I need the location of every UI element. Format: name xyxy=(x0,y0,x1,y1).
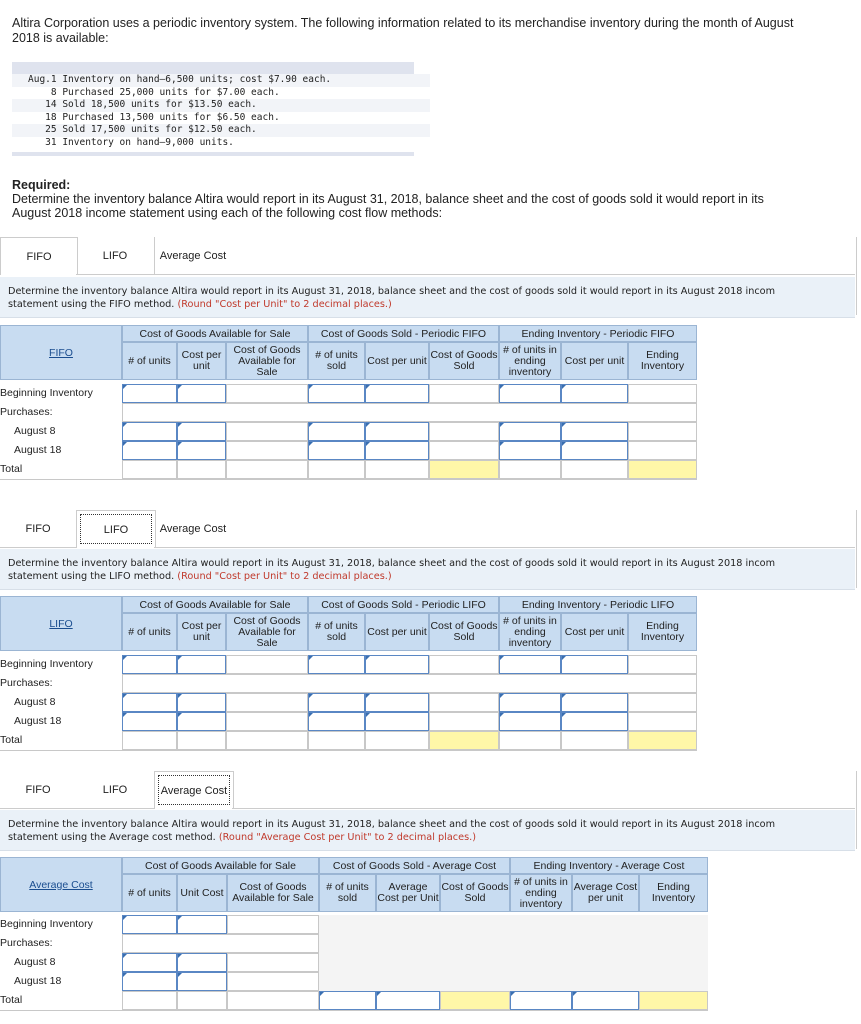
row-label: Purchases: xyxy=(0,677,53,689)
value-cell xyxy=(226,441,308,460)
units-input[interactable] xyxy=(122,915,177,934)
tab-divider xyxy=(76,274,855,275)
row-label: Beginning Inventory xyxy=(0,387,93,399)
row-label: August 18 xyxy=(14,715,62,727)
col-header: Cost per unit xyxy=(177,613,226,651)
cost-input[interactable] xyxy=(177,422,226,441)
value-cell xyxy=(227,972,319,991)
cost-input[interactable] xyxy=(561,441,628,460)
value-cell xyxy=(429,422,499,441)
total-cell xyxy=(177,991,227,1010)
col-header: Cost of Goods Sold xyxy=(429,342,499,380)
tab-divider xyxy=(154,547,855,548)
cost-input[interactable] xyxy=(177,655,226,674)
tab-lifo[interactable]: LIFO xyxy=(76,237,155,274)
units-input[interactable] xyxy=(122,384,177,403)
instruction-text: Determine the inventory balance Altira would report in its August 31, 2018, balance sheet and the cost of goods sold it would report in its August 2018 incom xyxy=(8,286,776,297)
group-header-available: Cost of Goods Available for Sale xyxy=(122,857,319,874)
instruction-text: Determine the inventory balance Altira would report in its August 31, 2018, balance sheet and the cost of goods sold it would report in its August 2018 incom xyxy=(8,558,776,569)
transaction-line: Aug.1 Inventory on hand—6,500 units; cost $7.90 each. xyxy=(12,74,430,87)
row-label: August 8 xyxy=(14,425,56,437)
col-header: Ending Inventory xyxy=(628,342,697,380)
col-header: Cost per unit xyxy=(561,613,628,651)
cost-input[interactable] xyxy=(561,422,628,441)
code-bottom-bar xyxy=(12,152,414,156)
col-header: Cost per unit xyxy=(365,342,429,380)
method-tabs xyxy=(0,510,861,548)
row-label: August 8 xyxy=(14,696,56,708)
total-cell xyxy=(122,731,177,750)
blank-row xyxy=(122,403,697,422)
units-ending-input[interactable] xyxy=(499,384,561,403)
total-cell xyxy=(226,731,308,750)
units-sold-input[interactable] xyxy=(308,693,365,712)
transaction-line: 14 Sold 18,500 units for $13.50 each. xyxy=(12,99,430,112)
value-cell xyxy=(429,693,499,712)
cost-input[interactable] xyxy=(177,384,226,403)
total-cell xyxy=(561,460,628,479)
cost-input[interactable] xyxy=(177,693,226,712)
table-corner-label: LIFO xyxy=(0,596,122,651)
total-cell xyxy=(499,731,561,750)
ending-total-cell xyxy=(628,460,697,479)
group-header-available: Cost of Goods Available for Sale xyxy=(122,596,308,613)
value-cell xyxy=(628,422,697,441)
value-cell xyxy=(429,441,499,460)
cost-input[interactable] xyxy=(365,655,429,674)
col-header: Cost per unit xyxy=(177,342,226,380)
cogs-total-cell xyxy=(440,991,510,1010)
units-input[interactable] xyxy=(122,693,177,712)
col-header: # of units xyxy=(122,874,177,912)
cost-input[interactable] xyxy=(177,712,226,731)
row-label: August 8 xyxy=(14,956,56,968)
col-header: # of units in ending inventory xyxy=(510,874,572,912)
tab-lifo[interactable]: LIFO xyxy=(76,771,155,808)
avg-cost-input[interactable] xyxy=(376,991,440,1010)
col-header: # of units sold xyxy=(308,342,365,380)
total-cell xyxy=(365,731,429,750)
greyed-area xyxy=(319,915,708,991)
cost-input[interactable] xyxy=(177,915,227,934)
instruction-text: Determine the inventory balance Altira would report in its August 31, 2018, balance sheet and the cost of goods sold it would report in its August 2018 incom xyxy=(8,819,776,830)
method-tabs xyxy=(0,237,861,275)
units-ending-input[interactable] xyxy=(499,712,561,731)
value-cell xyxy=(226,422,308,441)
cost-input[interactable] xyxy=(177,953,227,972)
units-sold-input[interactable] xyxy=(308,655,365,674)
instruction-panel xyxy=(0,277,855,318)
group-header-ending: Ending Inventory - Average Cost xyxy=(510,857,708,874)
units-sold-input[interactable] xyxy=(308,384,365,403)
cost-input[interactable] xyxy=(365,693,429,712)
value-cell xyxy=(628,655,697,674)
value-cell xyxy=(226,712,308,731)
units-input[interactable] xyxy=(122,953,177,972)
col-header: # of units sold xyxy=(308,613,365,651)
col-header: Cost of Goods Available for Sale xyxy=(226,613,308,651)
col-header: Average Cost per Unit xyxy=(376,874,440,912)
cogs-total-cell xyxy=(429,731,499,750)
instruction-text-2: statement using the Average cost method. xyxy=(8,832,216,843)
row-label: Beginning Inventory xyxy=(0,658,93,670)
units-input[interactable] xyxy=(122,422,177,441)
cogs-total-cell xyxy=(429,460,499,479)
required-title: Required: xyxy=(12,178,71,192)
row-label: Total xyxy=(0,463,23,475)
row-label: Purchases: xyxy=(0,937,53,949)
total-cell xyxy=(226,460,308,479)
col-header: Cost of Goods Available for Sale xyxy=(227,874,319,912)
instruction-text-2: statement using the FIFO method. xyxy=(8,299,175,310)
tab-fifo[interactable]: FIFO xyxy=(25,783,51,796)
tab-divider xyxy=(232,808,855,809)
col-header: Unit Cost xyxy=(177,874,227,912)
col-header: Average Cost per unit xyxy=(572,874,639,912)
value-cell xyxy=(628,441,697,460)
col-header: Ending Inventory xyxy=(628,613,697,651)
col-header: Cost of Goods Available for Sale xyxy=(226,342,308,380)
instruction-text-2: statement using the LIFO method. xyxy=(8,571,175,582)
total-cell xyxy=(177,731,226,750)
units-ending-input[interactable] xyxy=(510,991,572,1010)
transactions-box xyxy=(12,62,414,156)
intro-text: Altira Corporation uses a periodic inventory system. The following information related to its merchandise inventory during the month of August 2018 is available: xyxy=(12,16,794,45)
tab-fifo[interactable]: FIFO xyxy=(0,237,78,275)
total-cell xyxy=(365,460,429,479)
instruction-panel xyxy=(0,549,855,590)
blank-row xyxy=(122,934,319,953)
col-header: Cost of Goods Sold xyxy=(440,874,510,912)
row-label: August 18 xyxy=(14,444,62,456)
value-cell xyxy=(226,693,308,712)
col-header: # of units sold xyxy=(319,874,376,912)
code-top-bar xyxy=(12,62,414,74)
total-cell xyxy=(122,991,177,1010)
col-header: # of units in ending inventory xyxy=(499,342,561,380)
cost-input[interactable] xyxy=(365,384,429,403)
transaction-line: 25 Sold 17,500 units for $12.50 each. xyxy=(12,124,430,137)
col-header: Cost per unit xyxy=(365,613,429,651)
cost-input[interactable] xyxy=(561,712,628,731)
row-label: Total xyxy=(0,994,23,1006)
value-cell xyxy=(226,384,308,403)
required-text: Determine the inventory balance Altira would report in its August 31, 2018, balance sheet and the cost of goods sold it would report in its August 2018 income statement using each of the following cost flow methods: xyxy=(12,192,764,220)
group-header-ending: Ending Inventory - Periodic LIFO xyxy=(499,596,697,613)
cost-input[interactable] xyxy=(177,972,227,991)
units-sold-input[interactable] xyxy=(308,712,365,731)
tab-divider xyxy=(0,808,154,809)
units-ending-input[interactable] xyxy=(499,655,561,674)
col-header: # of units xyxy=(122,613,177,651)
round-note: (Round "Average Cost per Unit" to 2 decimal places.) xyxy=(218,832,476,843)
units-ending-input[interactable] xyxy=(499,693,561,712)
transaction-line: 18 Purchased 13,500 units for $6.50 each. xyxy=(28,111,280,123)
cost-input[interactable] xyxy=(561,655,628,674)
avg-cost-input[interactable] xyxy=(572,991,639,1010)
col-header: # of units xyxy=(122,342,177,380)
value-cell xyxy=(628,693,697,712)
method-tabs xyxy=(0,771,861,809)
group-header-cogs: Cost of Goods Sold - Periodic LIFO xyxy=(308,596,499,613)
cost-input[interactable] xyxy=(365,712,429,731)
group-header-cogs: Cost of Goods Sold - Average Cost xyxy=(319,857,510,874)
units-ending-input[interactable] xyxy=(499,422,561,441)
total-cell xyxy=(227,991,319,1010)
cost-input[interactable] xyxy=(561,693,628,712)
value-cell xyxy=(628,384,697,403)
cost-input[interactable] xyxy=(365,422,429,441)
total-cell xyxy=(499,460,561,479)
row-label: Purchases: xyxy=(0,406,53,418)
group-header-available: Cost of Goods Available for Sale xyxy=(122,325,308,342)
value-cell xyxy=(628,712,697,731)
value-cell xyxy=(429,655,499,674)
blank-row xyxy=(122,674,697,693)
value-cell xyxy=(429,384,499,403)
table-corner-label: FIFO xyxy=(0,325,122,380)
cost-input[interactable] xyxy=(561,384,628,403)
value-cell xyxy=(429,712,499,731)
group-header-cogs: Cost of Goods Sold - Periodic FIFO xyxy=(308,325,499,342)
tab-average-cost[interactable]: Average Cost xyxy=(159,522,227,535)
col-header: # of units in ending inventory xyxy=(499,613,561,651)
total-cell xyxy=(308,731,365,750)
units-input[interactable] xyxy=(122,972,177,991)
total-cell xyxy=(177,460,226,479)
value-cell xyxy=(227,915,319,934)
group-header-ending: Ending Inventory - Periodic FIFO xyxy=(499,325,697,342)
units-input[interactable] xyxy=(122,712,177,731)
row-label: Total xyxy=(0,734,23,746)
total-cell xyxy=(561,731,628,750)
value-cell xyxy=(227,953,319,972)
value-cell xyxy=(226,655,308,674)
total-cell xyxy=(122,460,177,479)
units-sold-input[interactable] xyxy=(308,441,365,460)
units-input[interactable] xyxy=(122,655,177,674)
col-header: Ending Inventory xyxy=(639,874,708,912)
cost-input[interactable] xyxy=(177,441,226,460)
units-ending-input[interactable] xyxy=(499,441,561,460)
round-note: (Round "Cost per Unit" to 2 decimal places.) xyxy=(177,299,392,310)
col-header: Cost of Goods Sold xyxy=(429,613,499,651)
row-label: August 18 xyxy=(14,975,62,987)
transaction-line: 8 Purchased 25,000 units for $7.00 each. xyxy=(28,86,280,98)
row-label: Beginning Inventory xyxy=(0,918,93,930)
units-sold-input[interactable] xyxy=(319,991,376,1010)
total-cell xyxy=(308,460,365,479)
col-header: Cost per unit xyxy=(561,342,628,380)
tab-fifo[interactable]: FIFO xyxy=(0,510,77,547)
units-sold-input[interactable] xyxy=(308,422,365,441)
transaction-line: 31 Inventory on hand—9,000 units. xyxy=(28,136,234,148)
table-corner-label: Average Cost xyxy=(0,857,122,912)
round-note: (Round "Cost per Unit" to 2 decimal places.) xyxy=(177,571,392,582)
tab-average-cost[interactable]: Average Cost xyxy=(154,771,234,809)
tab-average-cost[interactable]: Average Cost xyxy=(159,249,227,262)
tab-divider xyxy=(0,547,76,548)
instruction-panel xyxy=(0,810,855,851)
ending-total-cell xyxy=(639,991,708,1010)
tab-lifo[interactable]: LIFO xyxy=(76,510,156,548)
cost-input[interactable] xyxy=(365,441,429,460)
ending-total-cell xyxy=(628,731,697,750)
units-input[interactable] xyxy=(122,441,177,460)
